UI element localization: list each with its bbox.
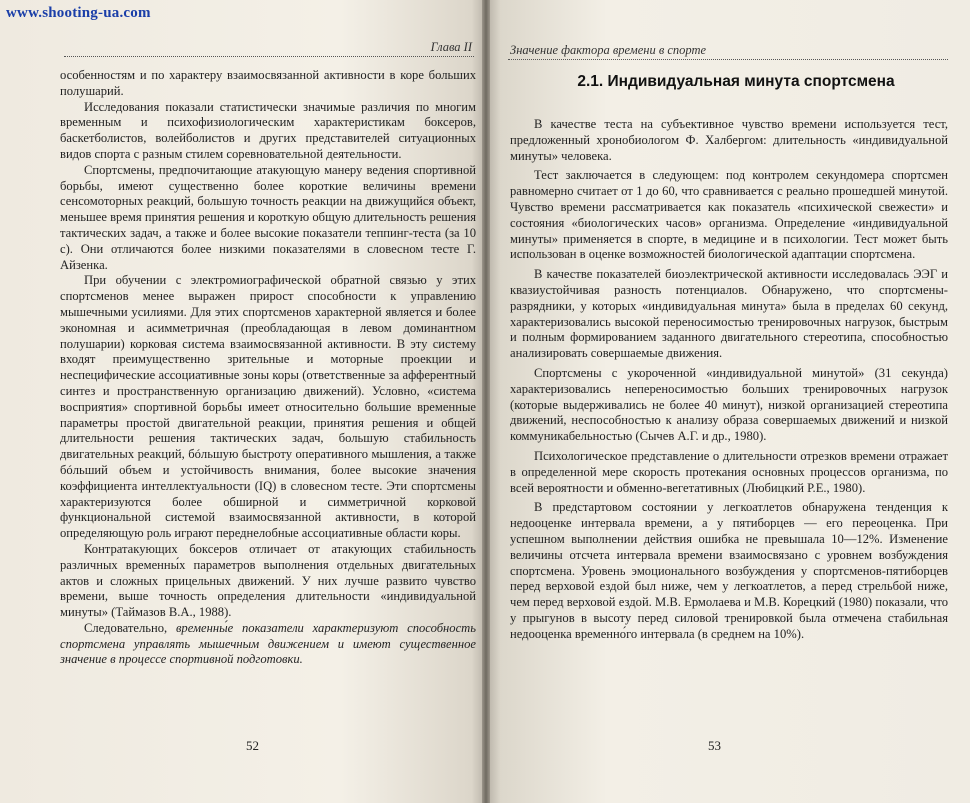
right-page-text [510, 117, 948, 643]
right-paragraph: Психологическое представление о длительности отрезков времени отражает в определенной мере скорость протекания основных процессов организма, по всей вероятности и обменно-вегетативных (Любицкий Р.Е., 1980). [510, 448, 948, 495]
right-paragraph: В предстартовом состоянии у легкоатлетов обнаружена тенденция к недооценке интервала времени, а у пятиборцев — его переоценка. При успешном выполнении действия ошибка не превышала 10—12%. Изменение величины отсчета интервала времени взаимосвязано с уровнем возбуждения спортсмена. Уровень эмоционального возбуждения у спортсменов-пятиборцев перед верховой ездой был ниже, чем у легкоатлетов, а перед стрельбой ниже, чем перед верховой ездой. М.В. Ермолаева и М.В. Корецкий (1980) показали, что у прыгунов в высоту перед силовой тренировкой была отмечена стабильная недооценка временно́го интервала (в среднем на 10%). [510, 500, 948, 641]
left-paragraph: особенностям и по характеру взаимосвязанной активности в коре больших полушарий. [60, 68, 476, 98]
right-paragraph: Спортсмены с укороченной «индивидуальной минутой» (31 секунда) характеризовались непереносимостью больших тренировочных нагрузок (которые выдерживались не более 40 минут), низкой организацией стереотипа движений, неспособностью к анализу образа совершаемых движений и низкой коммуникабельностью (Сычев А.Г. и др., 1980). [510, 365, 948, 444]
right-page [486, 0, 970, 803]
right-header-rule [508, 59, 948, 60]
left-page-text [60, 68, 476, 668]
right-page-number: 53 [708, 738, 721, 753]
left-paragraph: При обучении с электромиографической обратной связью у этих спортсменов менее выражен прирост способности к управлению мышечными усилиями. Для этих спортсменов характерной является и более экономная и асимметричная (преобладающая в левом доминантном полушарии) корковая система взаимосвязанной активности. В эту систему входят преимущественно зрительные и моторные проекции и неспецифические ассоциативные зоны коры (ответственные за афферентный синтез и пространственную организацию движений). Условно, «система восприятия» спортивной борьбы имеет относительно большие временные параметры простой двигательной реакции, принятия решения и общей длительности решения тактических задач, большую стабильность двигательных реакций, бóльшую быстроту оперативного мышления, а также бóльший объем и устойчивость внимания, более высокие значения коэффициента интеллектуальности (IQ) в словесном тесте. Эти спортсмены характеризуются более обширной и симметричной корковой функциональной системой взаимосвязанной активности, в которой определяющую роль играют переднелобные ассоциативные области коры. [60, 273, 476, 541]
right-paragraph: В качестве показателей биоэлектрической активности исследовалась ЭЭГ и квазиустойчивая разность потенциалов. Обнаружено, что спортсмены-разрядники, у которых «индивидуальная минута» была в пределах 60 секунд, характеризовались высокой переносимостью тренировочных нагрузок, быстрым и полным формированием заданного двигательного стереотипа, способностью анализировать совершаемые движения. [510, 267, 948, 361]
left-running-head: Глава II [430, 40, 472, 54]
conclusion-lead: Следовательно, [84, 620, 176, 635]
left-paragraph: Спортсмены, предпочитающие атакующую манеру ведения спортивной борьбы, имеют существенно более короткие величины времени сенсомоторных реакций, большую точность реакции на движущийся объект, меньшее время принятия решения и короткую общую длительность решения тактических задач, а также и более высокие показатели теппинг-теста (за 10 с). Они отличаются более низкими показателями в словесном тесте Г. Айзенка. [60, 162, 476, 272]
left-header-rule [64, 56, 474, 57]
conclusion-italic: временны́е показатели характеризуют способность спортсмена управлять мышечным движением и имеют существенное значение в процессе спортивной подготовки. [60, 620, 477, 667]
right-running-head: Значение фактора времени в спорте [510, 43, 707, 57]
book-gutter [482, 0, 490, 803]
section-heading: 2.1. Индивидуальная минута спортсмена [577, 73, 895, 90]
left-paragraph: Исследования показали статистически значимые различия по многим временным и психофизиологическим характеристикам боксеров, баскетболистов, волейболистов и других представителей ситуационных видов спорта с разным стилем соревновательной деятельности. [60, 99, 476, 161]
left-paragraph: Контратакующих боксеров отличает от атакующих стабильность различных временны́х параметров выполнения отдельных двигательных актов и сложных прицельных движений. У них лучше развито чувство времени, выше точность определения длительности «индивидуальной минуты» (Таймазов В.А., 1988). [60, 541, 476, 620]
left-page-number: 52 [246, 738, 259, 753]
right-paragraph: В качестве теста на субъективное чувство времени используется тест, предложенный хронобиологом Ф. Халбергом: длительность «индивидуальной минуты» человека. [510, 117, 948, 163]
watermark: www.shooting-ua.com [6, 5, 151, 21]
right-paragraph: Тест заключается в следующем: под контролем секундомера спортсмен равномерно считает от 1 до 60, что сравнивается с реально прошедшей минутой. Чувство времени рассматривается как показатель «психической свежести» и состояния «биологических часов» организма. Определение «индивидуальной минуты» применяется в спорте, в медицине и в психологии. Тест может быть использован в оценке возможностей биологической адаптации спортсмена. [510, 168, 948, 262]
left-conclusion-paragraph [60, 621, 476, 668]
